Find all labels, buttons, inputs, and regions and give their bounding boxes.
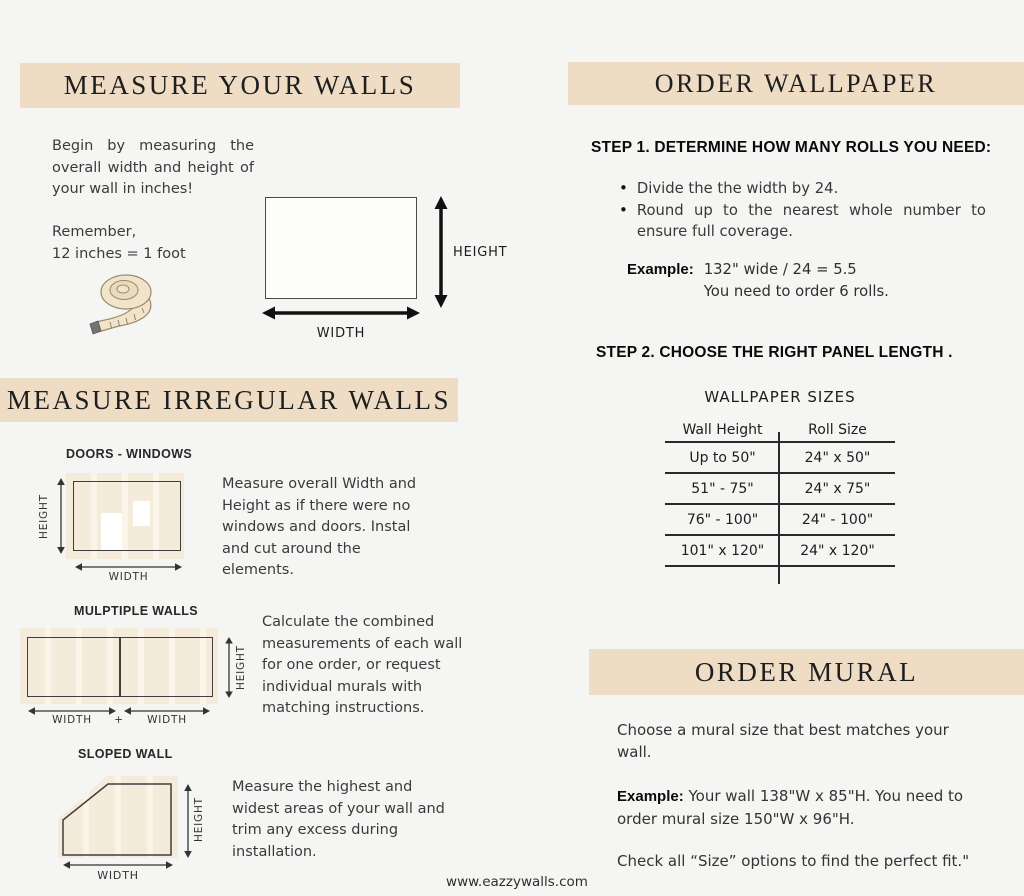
measure-irregular-title: MEASURE IRREGULAR WALLS bbox=[6, 384, 452, 415]
height-arrow bbox=[432, 196, 450, 308]
wall-height-cell: Up to 50" bbox=[689, 449, 756, 466]
roll-size-cell: 24" - 100" bbox=[801, 511, 874, 528]
width-label: WIDTH bbox=[316, 326, 366, 341]
bullet-text: Round up to the nearest whole number to ensure full coverage. bbox=[636, 201, 986, 240]
step1-bullet-list bbox=[619, 178, 986, 243]
plus-sign: + bbox=[114, 714, 124, 726]
example-label: Example: bbox=[617, 788, 684, 805]
doors-width-label: WIDTH bbox=[108, 571, 149, 583]
sloped-height-label: HEIGHT bbox=[193, 797, 205, 843]
doors-windows-text: Measure overall Width and Height as if there were no windows and doors. Instal and cut around the elements. bbox=[222, 476, 417, 578]
wall-divider-line bbox=[119, 638, 121, 696]
remember-line2: 12 inches = 1 foot bbox=[52, 246, 186, 262]
doors-windows-outline bbox=[73, 481, 181, 551]
roll-size-cell: 24" x 120" bbox=[800, 542, 875, 559]
tape-measure-icon bbox=[85, 268, 173, 342]
roll-size-cell: 24" x 75" bbox=[804, 480, 871, 497]
order-wallpaper-header-bar bbox=[568, 62, 1024, 105]
wall-diagram bbox=[265, 197, 417, 299]
window-cutout bbox=[133, 501, 150, 526]
column-header: Roll Size bbox=[808, 422, 867, 438]
table-row bbox=[665, 505, 895, 536]
mural-intro: Choose a mural size that best matches your wall. bbox=[617, 721, 949, 761]
wallpaper-sizes-title: WALLPAPER SIZES bbox=[704, 388, 856, 406]
order-mural-header-bar bbox=[589, 649, 1024, 695]
sloped-wall-diagram bbox=[55, 768, 185, 864]
measure-walls-header-bar bbox=[20, 63, 460, 108]
step1-example bbox=[627, 259, 889, 303]
multiple-height-label: HEIGHT bbox=[235, 645, 247, 691]
list-item bbox=[619, 178, 986, 200]
mural-example bbox=[617, 785, 977, 830]
width-arrow bbox=[262, 304, 420, 322]
remember-note bbox=[52, 221, 186, 265]
table-row bbox=[665, 474, 895, 505]
multiple-width-label-left: WIDTH bbox=[52, 714, 92, 726]
step2-heading: STEP 2. CHOOSE THE RIGHT PANEL LENGTH . bbox=[596, 344, 953, 361]
table-divider-line bbox=[778, 432, 780, 584]
column-header: Wall Height bbox=[682, 422, 763, 438]
website-url: www.eazzywalls.com bbox=[446, 874, 588, 890]
bullet-icon bbox=[619, 178, 628, 200]
example-line2: You need to order 6 rolls. bbox=[703, 283, 889, 300]
doors-height-label: HEIGHT bbox=[38, 494, 50, 540]
list-item bbox=[619, 200, 986, 243]
sloped-width-label: WIDTH bbox=[97, 869, 139, 882]
wallpaper-sizes-table bbox=[665, 419, 895, 567]
mural-size-note: Check all “Size” options to find the perfect fit." bbox=[617, 852, 970, 870]
height-label: HEIGHT bbox=[453, 245, 508, 260]
door-cutout bbox=[101, 513, 122, 550]
step1-heading: STEP 1. DETERMINE HOW MANY ROLLS YOU NEED: bbox=[591, 139, 992, 156]
order-wallpaper-title: ORDER WALLPAPER bbox=[654, 68, 938, 98]
table-header-row bbox=[665, 419, 895, 443]
doors-windows-label: DOORS - WINDOWS bbox=[66, 447, 193, 461]
table-row bbox=[665, 443, 895, 474]
multiple-walls-label: MULPTIPLE WALLS bbox=[74, 604, 199, 618]
sloped-wall-label: SLOPED WALL bbox=[78, 747, 173, 761]
measure-walls-intro: Begin by measuring the overall width and height of your wall in inches! bbox=[52, 138, 254, 197]
bullet-icon bbox=[619, 200, 628, 243]
wall-height-cell: 76" - 100" bbox=[686, 511, 759, 528]
multiple-walls-text: Calculate the combined measurements of each wall for one order, or request individual murals with matching instructions. bbox=[262, 614, 463, 716]
measure-walls-title: MEASURE YOUR WALLS bbox=[63, 70, 417, 100]
table-row bbox=[665, 536, 895, 567]
wall-height-cell: 101" x 120" bbox=[680, 542, 765, 559]
measure-irregular-header-bar bbox=[0, 378, 458, 422]
multiple-height-arrow bbox=[223, 637, 235, 698]
example-line1: 132" wide / 24 = 5.5 bbox=[703, 261, 857, 278]
roll-size-cell: 24" x 50" bbox=[804, 449, 871, 466]
multiple-width-label-right: WIDTH bbox=[147, 714, 187, 726]
bullet-text: Divide the the width by 24. bbox=[636, 180, 839, 197]
doors-height-arrow bbox=[55, 478, 67, 554]
mural-example-text: Your wall 138"W x 85"H. You need to order mural size 150"W x 96"H. bbox=[617, 787, 964, 828]
order-mural-title: ORDER MURAL bbox=[694, 656, 919, 687]
sloped-wall-text: Measure the highest and widest areas of your wall and trim any excess during installation. bbox=[232, 779, 445, 860]
example-label: Example: bbox=[627, 261, 694, 278]
wall-height-cell: 51" - 75" bbox=[691, 480, 754, 497]
remember-line1: Remember, bbox=[52, 224, 137, 240]
